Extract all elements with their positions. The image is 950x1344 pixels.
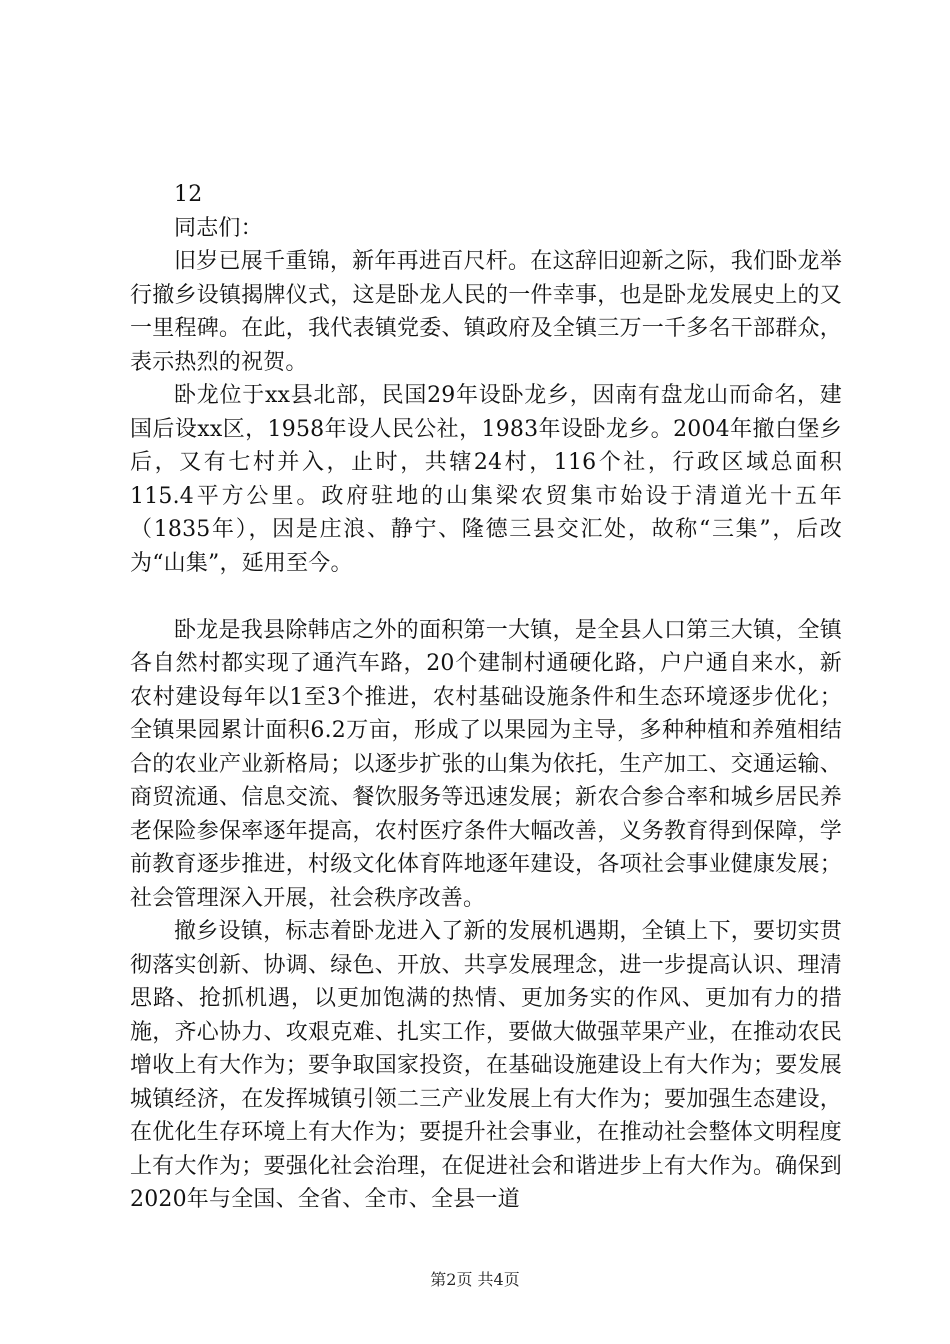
page-footer: 第2页 共4页 xyxy=(430,1270,520,1289)
document-body xyxy=(130,178,842,1217)
paragraph: 撤乡设镇，标志着卧龙进入了新的发展机遇期，全镇上下，要切实贯彻落实创新、协调、绿色、开放、共享发展理念，进一步提高认识、理清思路、抢抓机遇，以更加饱满的热情、更加务实的作风、更加有力的措施，齐心协力、攻艰克难、扎实工作，要做大做强苹果产业，在推动农民增收上有大作为；要争取国家投资，在基础设施建设上有大作为；要发展城镇经济，在发挥城镇引领二三产业发展上有大作为；要加强生态建设，在优化生存环境上有大作为；要提升社会事业，在推动社会整体文明程度上有大作为；要强化社会治理，在促进社会和谐进步上有大作为。确保到2020年与全国、全省、全市、全县一道 xyxy=(130,919,842,1212)
page-number-label: 12 xyxy=(174,182,203,207)
paragraph: 卧龙是我县除韩店之外的面积第一大镇，是全县人口第三大镇，全镇各自然村都实现了通汽车路，20个建制村通硬化路，户户通自来水，新农村建设每年以1至3个推进，农村基础设施条件和生态环境逐步优化；全镇果园累计面积6.2万亩，形成了以果园为主导，多种种植和养殖相结合的农业产业新格局；以逐步扩张的山集为依托，生产加工、交通运输、商贸流通、信息交流、餐饮服务等迅速发展；新农合参合率和城乡居民养老保险参保率逐年提高，农村医疗条件大幅改善，义务教育得到保障，学前教育逐步推进，村级文化体育阵地逐年建设，各项社会事业健康发展；社会管理深入开展，社会秩序改善。 xyxy=(130,617,842,911)
salutation: 同志们： xyxy=(174,215,263,241)
paragraph: 卧龙位于xx县北部，民国29年设卧龙乡，因南有盘龙山而命名，建国后设xx区，1958年设人民公社，1983年设卧龙乡。2004年撤白堡乡后，又有七村并入，止时，共辖24村，116个社，行政区域总面积115.4平方公里。政府驻地的山集梁农贸集市始设于清道光十五年（1835年），因是庄浪、静宁、隆德三县交汇处，故称“三集”，后改为“山集”，延用至今。 xyxy=(130,383,842,576)
paragraph: 旧岁已展千重锦，新年再进百尺杆。在这辞旧迎新之际，我们卧龙举行撤乡设镇揭牌仪式，这是卧龙人民的一件幸事，也是卧龙发展史上的又一里程碑。在此，我代表镇党委、镇政府及全镇三万一千多名干部群众，表示热烈的祝贺。 xyxy=(130,249,842,375)
